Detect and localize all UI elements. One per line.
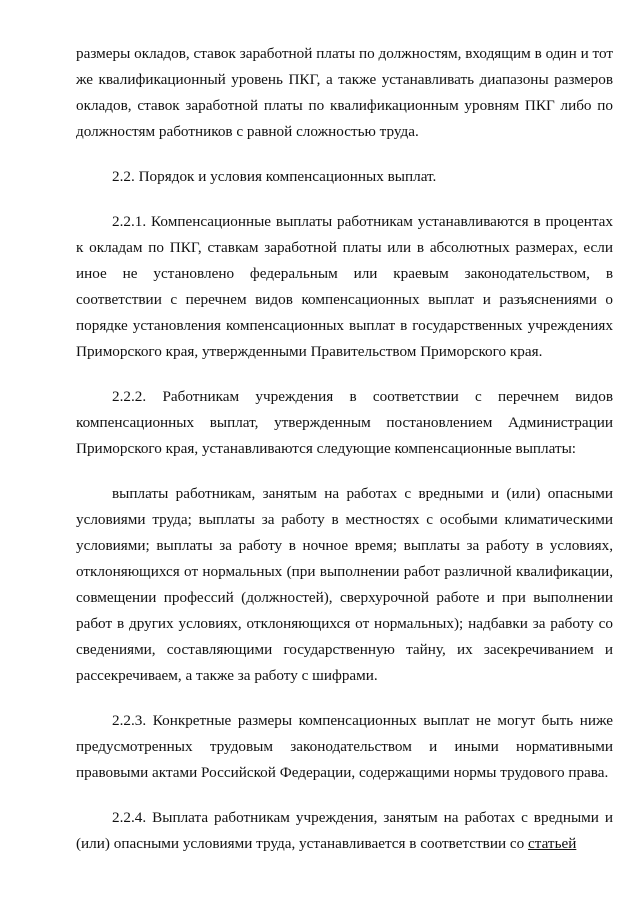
paragraph-2-2-4 [76, 805, 613, 857]
paragraph-2-2-3: 2.2.3. Конкретные размеры компенсационных выплат не могут быть ниже предусмотренных трудовым законодательством и иными нормативными правовыми актами Российской Федерации, содержащими нормы трудового права. [76, 712, 613, 781]
paragraph-compensation-list: выплаты работникам, занятым на работах с вредными и (или) опасными условиями труда; выплаты за работу в местностях с особыми климатическими условиями; выплаты за работу в ночное время; выплаты за работу в условиях, отклоняющихся от нормальных (при выполнении работ различной квалификации, совмещении профессий (должностей), сверхурочной работе и при выполнении работ в других условиях, отклоняющихся от нормальных); надбавки за работу со сведениями, составляющими государственную тайну, их засекречиванием и рассекречиваем, а также за работу с шифрами. [76, 485, 613, 684]
section-heading-2-2: 2.2. Порядок и условия компенсационных выплат. [112, 168, 437, 185]
paragraph-2-2-2: 2.2.2. Работникам учреждения в соответствии с перечнем видов компенсационных выплат, утвержденным постановлением Администрации Приморского края, устанавливаются следующие компенсационные выплаты: [76, 388, 613, 457]
article-link[interactable]: статьей [528, 835, 577, 852]
paragraph-2-2-4-text: 2.2.4. Выплата работникам учреждения, занятым на работах с вредными и (или) опасными условиями труда, устанавливается в соответствии со [76, 809, 613, 852]
paragraph-salary-ranges: размеры окладов, ставок заработной платы по должностям, входящим в один и тот же квалификационный уровень ПКГ, а также устанавливать диапазоны размеров окладов, ставок заработной платы по квалификационным уровням ПКГ либо по должностям работников с равной сложностью труда. [76, 45, 613, 140]
paragraph-2-2-1: 2.2.1. Компенсационные выплаты работникам устанавливаются в процентах к окладам по ПКГ, ставкам заработной платы или в абсолютных размерах, если иное не установлено федеральным или краевым законодательством, в соответствии с перечнем видов компенсационных выплат и разъяснениями о порядке установления компенсационных выплат в государственных учреждениях Приморского края, утвержденными Правительством Приморского края. [76, 213, 613, 360]
